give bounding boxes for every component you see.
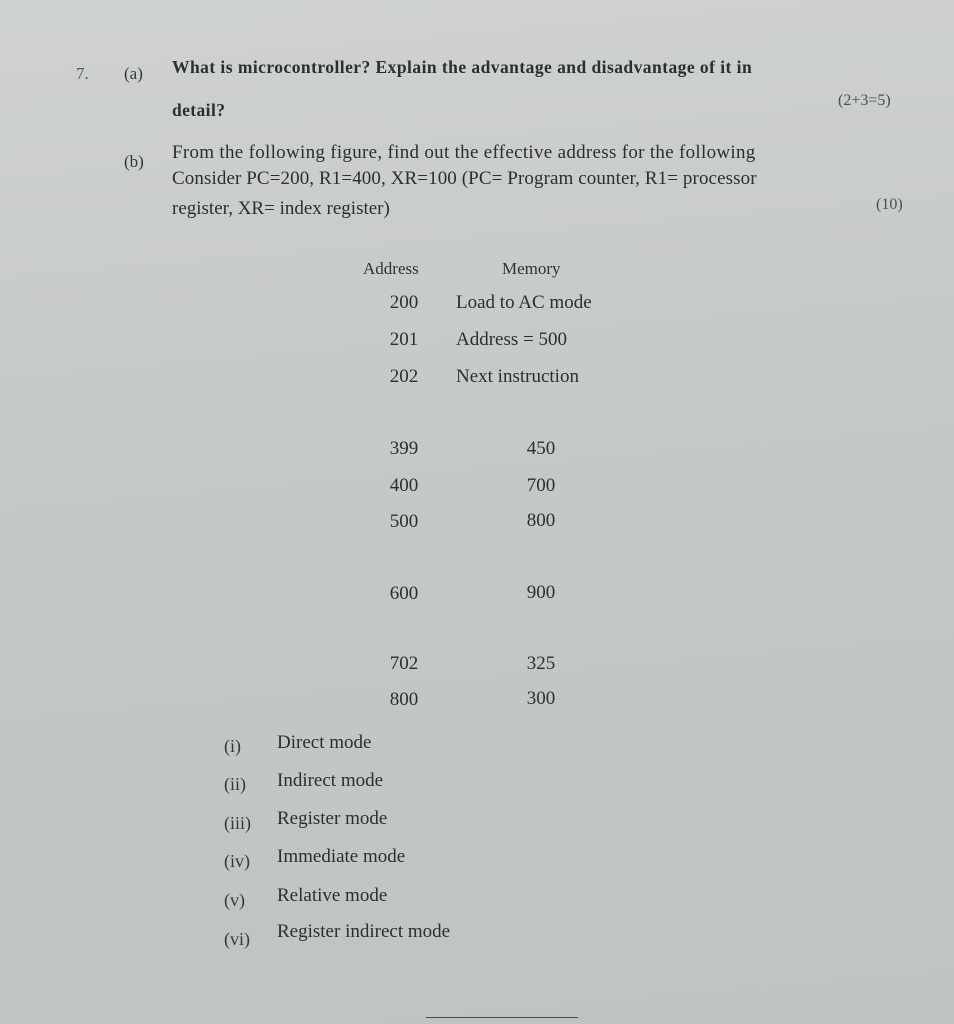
address-cell: 399 — [389, 438, 419, 459]
part-a-line-1: What is microcontroller? Explain the advantage and disadvantage of it in — [172, 57, 753, 77]
option-label: (ii) — [224, 774, 246, 794]
address-cell: 201 — [389, 329, 419, 350]
question-number: 7. — [76, 64, 89, 83]
option-label: (vi) — [224, 929, 250, 949]
option-text: Register mode — [277, 808, 388, 829]
part-b-line-2: Consider PC=200, R1=400, XR=100 (PC= Program counter, R1= processor — [172, 168, 757, 189]
address-cell: 400 — [389, 475, 419, 496]
table-header-memory: Memory — [502, 259, 561, 278]
option-text: Immediate mode — [277, 846, 406, 867]
option-text: Indirect mode — [277, 770, 384, 791]
option-text: Direct mode — [277, 732, 372, 753]
end-divider — [426, 1017, 578, 1018]
table-header-address: Address — [363, 259, 419, 278]
address-cell: 702 — [389, 653, 419, 674]
memory-cell: 450 — [526, 438, 556, 459]
part-b-line-3: register, XR= index register) — [172, 198, 390, 219]
option-label: (iv) — [224, 851, 250, 871]
memory-cell: Next instruction — [456, 366, 579, 387]
address-cell: 500 — [389, 511, 419, 532]
memory-cell: 700 — [526, 475, 556, 496]
option-label: (iii) — [224, 813, 251, 833]
part-b-line-1: From the following figure, find out the effective address for the following — [172, 142, 756, 163]
address-cell: 600 — [389, 583, 419, 604]
part-b-label: (b) — [124, 152, 144, 171]
memory-cell: Load to AC mode — [456, 292, 592, 313]
option-label: (i) — [224, 736, 241, 756]
option-text: Relative mode — [277, 885, 388, 906]
part-a-marks: (2+3=5) — [838, 92, 891, 109]
part-b-marks: (10) — [876, 196, 903, 213]
address-cell: 800 — [389, 689, 419, 710]
memory-cell: 900 — [526, 582, 556, 603]
memory-cell: Address = 500 — [456, 329, 567, 350]
part-a-label: (a) — [124, 64, 143, 83]
memory-cell: 300 — [526, 688, 556, 709]
address-cell: 202 — [389, 366, 419, 387]
memory-cell: 325 — [526, 653, 556, 674]
option-text: Register indirect mode — [277, 921, 451, 942]
address-cell: 200 — [389, 292, 419, 313]
option-label: (v) — [224, 890, 245, 910]
memory-cell: 800 — [526, 510, 556, 531]
part-a-line-2: detail? — [172, 100, 226, 120]
